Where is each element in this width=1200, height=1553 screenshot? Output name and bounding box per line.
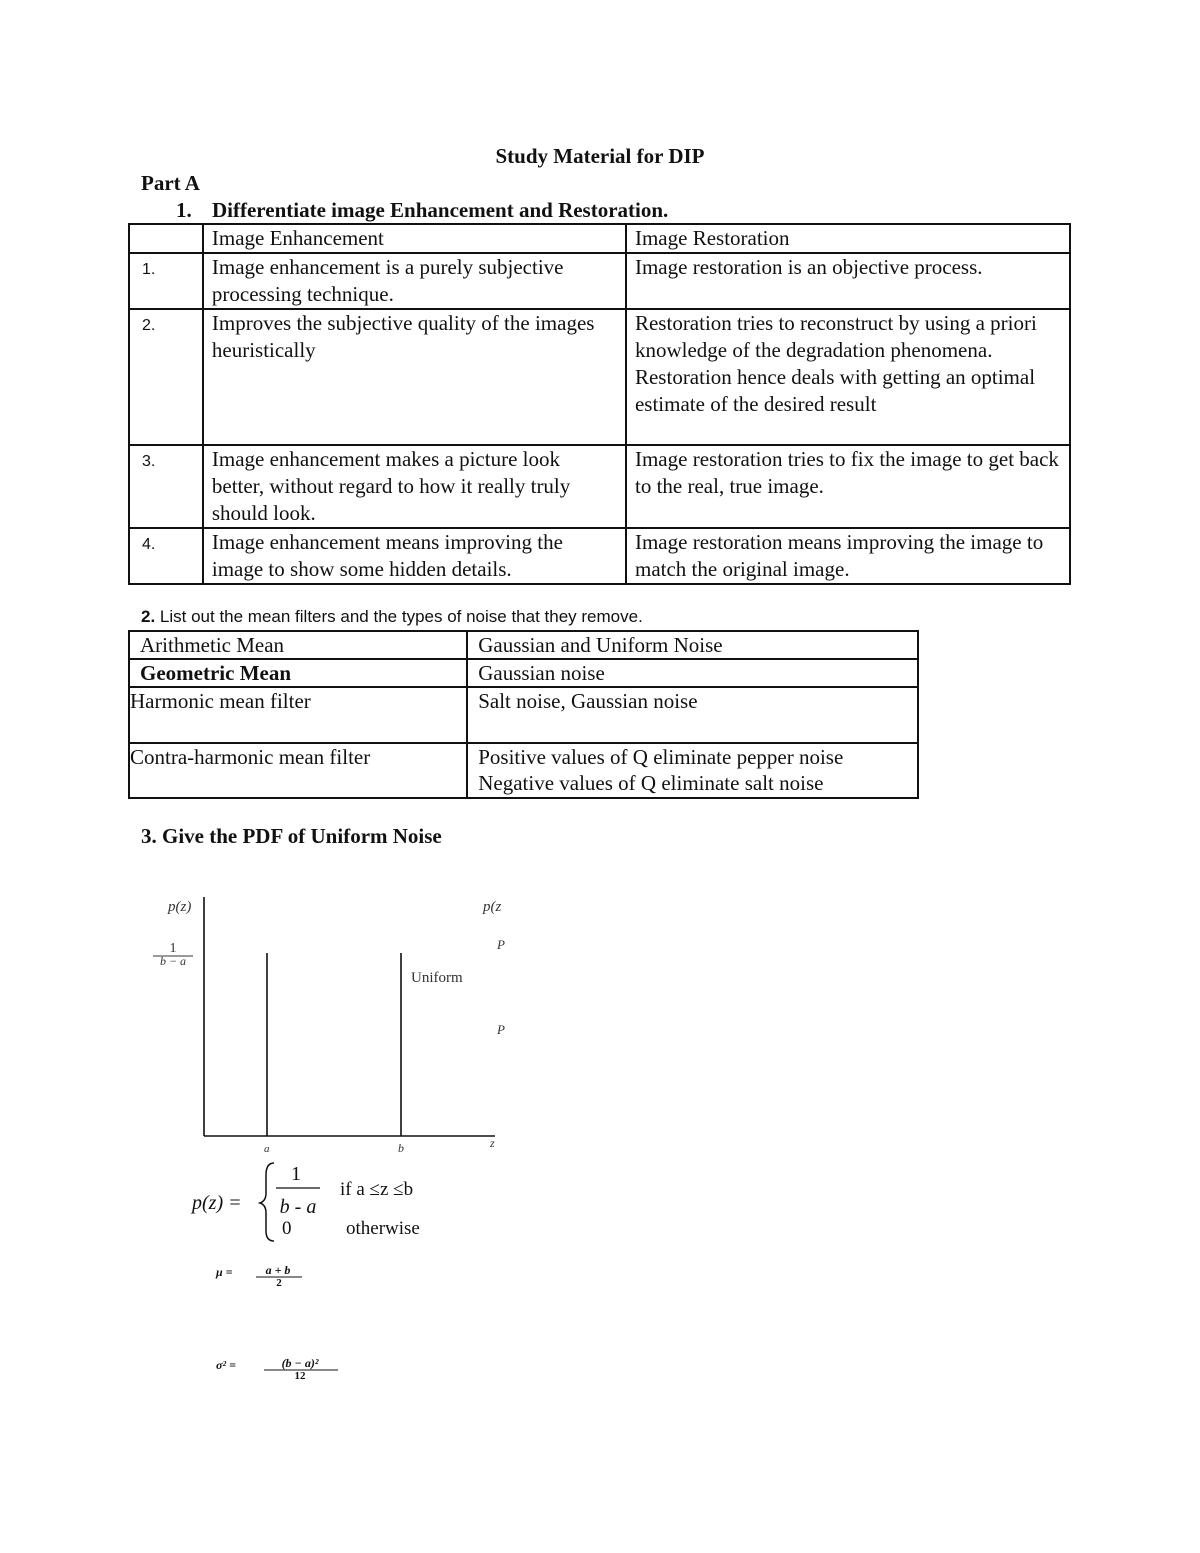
question-1-number: 1. [176, 198, 192, 222]
restoration-cell: Image restoration means improving the image to match the original image. [626, 528, 1070, 584]
question-2-text: List out the mean filters and the types of noise that they remove. [159, 607, 643, 626]
enhancement-cell: Image enhancement makes a picture look better, without regard to how it really truly should look. [203, 445, 626, 528]
curve-label: Uniform [411, 970, 463, 986]
table-row [129, 309, 1070, 445]
x-tick-b: b [398, 1141, 404, 1155]
side-label-2: P [497, 1022, 505, 1037]
table-row [129, 253, 1070, 309]
row-number: 1. [129, 253, 203, 309]
enhancement-cell: Image enhancement is a purely subjective processing technique. [203, 253, 626, 309]
table-row [129, 528, 1070, 584]
question-2-heading [141, 607, 643, 627]
table-row [129, 631, 918, 659]
variance-numerator: (b − a)² [281, 1356, 319, 1370]
document-title: Study Material for DIP [495, 144, 705, 168]
formula-brace [260, 1163, 274, 1241]
uniform-pdf-diagram [140, 885, 540, 1395]
filter-cell: Harmonic mean filter [129, 687, 467, 743]
noise-cell: Salt noise, Gaussian noise [467, 687, 918, 743]
row-number: 2. [129, 309, 203, 445]
height-denominator: b − a [159, 954, 187, 968]
noise-cell [467, 743, 918, 798]
formula-denominator: b - a [279, 1196, 317, 1218]
filter-cell: Arithmetic Mean [129, 631, 467, 659]
noise-cell: Gaussian noise [467, 659, 918, 687]
mean-denominator: 2 [276, 1277, 282, 1289]
restoration-cell: Image restoration tries to fix the image to get back to the real, true image. [626, 445, 1070, 528]
filter-cell: Geometric Mean [129, 659, 467, 687]
row-number: 4. [129, 528, 203, 584]
part-heading: Part A [141, 171, 200, 195]
formula-otherwise: otherwise [346, 1218, 420, 1239]
header-cell-restoration: Image Restoration [626, 224, 1070, 253]
formula-condition: if a ≤z ≤b [340, 1179, 414, 1200]
side-label-1: P [497, 937, 505, 952]
mean-filters-table [128, 630, 919, 799]
formula-numerator: 1 [291, 1163, 301, 1185]
question-1-text: Differentiate image Enhancement and Restoration. [212, 198, 669, 222]
table-row [129, 659, 918, 687]
restoration-cell: Restoration tries to reconstruct by using a priori knowledge of the degradation phenomena. Restoration hence deals with getting an optimal estimate of the desired result [626, 309, 1070, 445]
pdf-formula [190, 1163, 420, 1382]
row-number: 3. [129, 445, 203, 528]
height-numerator: 1 [169, 941, 177, 956]
table-row [129, 445, 1070, 528]
table-row [129, 687, 918, 743]
table-row [129, 743, 918, 798]
formula-zero: 0 [282, 1218, 292, 1239]
y-label-right: p(z [483, 899, 502, 915]
x-axis-label: z [490, 1136, 495, 1150]
enhancement-restoration-table [128, 223, 1071, 585]
restoration-cell: Image restoration is an objective process. [626, 253, 1070, 309]
y-label-left: p(z) [168, 899, 192, 915]
header-cell-empty [129, 224, 203, 253]
filter-cell: Contra-harmonic mean filter [129, 743, 467, 798]
question-2-number: 2. [141, 607, 156, 626]
question-1-heading [176, 198, 668, 223]
header-cell-enhancement: Image Enhancement [203, 224, 626, 253]
question-3-heading: 3. Give the PDF of Uniform Noise [141, 824, 442, 848]
mean-numerator: a + b [265, 1263, 291, 1277]
noise-cell: Gaussian and Uniform Noise [467, 631, 918, 659]
table-header-row [129, 224, 1070, 253]
formula-lhs: p(z) = [192, 1192, 242, 1214]
mean-lhs: μ = [216, 1265, 233, 1279]
x-tick-a: a [264, 1143, 270, 1155]
noise-line-2: Negative values of Q eliminate salt noise [478, 771, 824, 795]
variance-lhs: σ² = [216, 1358, 236, 1372]
enhancement-cell: Image enhancement means improving the image to show some hidden details. [203, 528, 626, 584]
noise-line-1: Positive values of Q eliminate pepper noise [478, 745, 844, 769]
variance-denominator: 12 [294, 1370, 306, 1382]
enhancement-cell: Improves the subjective quality of the images heuristically [203, 309, 626, 445]
